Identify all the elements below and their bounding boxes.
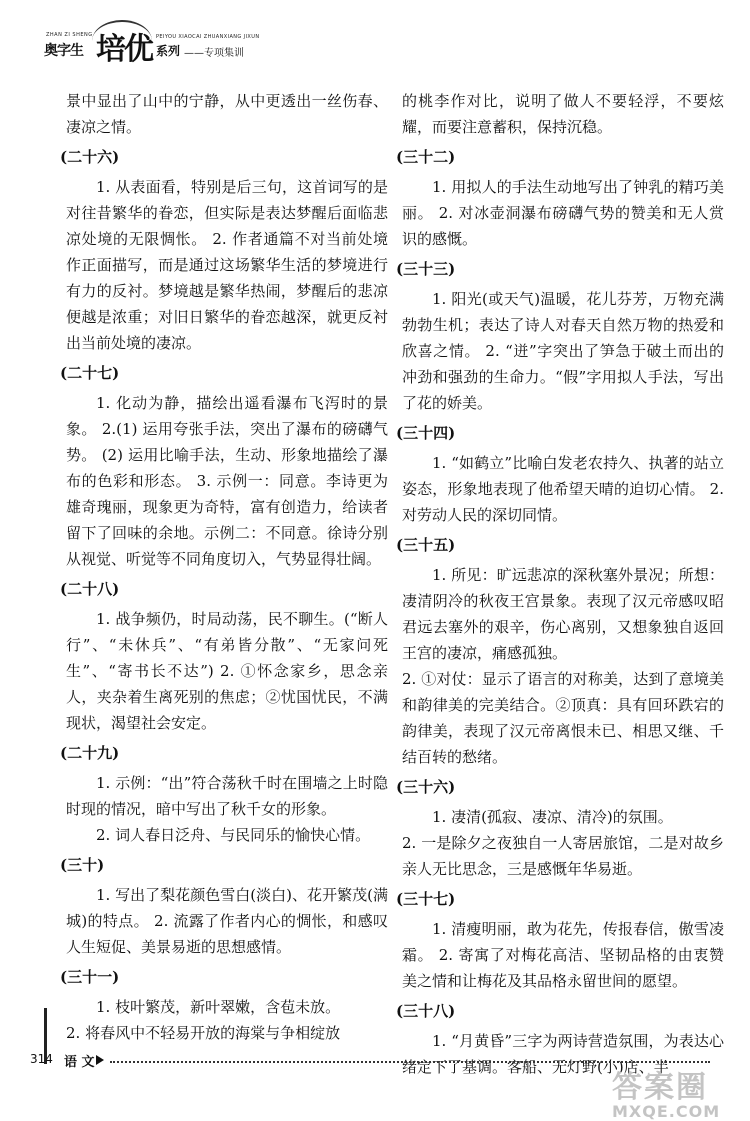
section-heading: (三十六) <box>396 778 456 796</box>
answer-paragraph: 1. 枝叶繁茂，新叶翠嫩，含苞未放。 <box>96 998 341 1016</box>
answer-paragraph: 1. 示例：“出”符合荡秋千时在围墙之上时隐时现的情况，暗中写出了秋千女的形象。 <box>66 774 388 818</box>
answer-paragraph: 1. 用拟人的手法生动地写出了钟乳的精巧美丽。 2. 对冰壶洞瀑布磅礴气势的赞美和无人赏识的感慨。 <box>402 178 724 248</box>
section-heading: (三十三) <box>396 260 456 278</box>
section-heading: (三十二) <box>396 148 456 166</box>
answer-paragraph: 2. 一是除夕之夜独自一人寄居旅馆，二是对故乡亲人无比思念，三是感慨年华易逝。 <box>402 834 724 878</box>
section-heading: (二十七) <box>60 364 120 382</box>
section-heading: (三十一) <box>60 968 120 986</box>
answer-paragraph: 的桃李作对比，说明了做人不要轻浮，不要炫耀，而要注意蓄积，保持沉稳。 <box>402 92 724 136</box>
watermark-cn: 答案圈 <box>612 1070 708 1105</box>
left-answer-column <box>60 88 388 1046</box>
right-answer-column <box>396 88 724 1080</box>
header-subtitle: ——专项集训 <box>184 48 244 59</box>
answer-paragraph: 2. ①对仗：显示了语言的对称美，达到了意境美和韵律美的完美结合。②顶真：具有回环跌宕的韵律美，表现了汉元帝离恨未已、相思又继、千结百转的愁绪。 <box>402 670 724 766</box>
answer-paragraph: 1. 清瘦明丽，敢为花先，传报春信，傲雪凌霜。 2. 寄寓了对梅花高洁、坚韧品格的由衷赞美之情和让梅花及其品格永留世间的愿望。 <box>402 920 724 990</box>
section-heading: (二十八) <box>60 580 120 598</box>
section-heading: (三十) <box>60 856 105 874</box>
book-header-logo <box>44 22 344 72</box>
watermark-logo <box>612 1062 720 1121</box>
section-heading: (三十七) <box>396 890 456 908</box>
answer-paragraph: 2. 词人春日泛舟、与民同乐的愉快心情。 <box>96 826 371 844</box>
answer-paragraph: 1. “如鹤立”比喻白发老农持久、执著的站立姿态，形象地表现了他希望天晴的迫切心情。 2. 对劳动人民的深切同情。 <box>402 454 724 524</box>
answer-paragraph: 1. 阳光(或天气)温暖，花儿芬芳，万物充满勃勃生机；表达了诗人对春天自然万物的热爱和欣喜之情。 2. “迸”字突出了笋急于破土而出的冲劲和强劲的生命力。“假”字用拟人手法，写出了花的娇美。 <box>402 290 724 412</box>
answer-paragraph: 1. 从表面看，特别是后三句，这首词写的是对往昔繁华的眷恋，但实际是表达梦醒后面临悲凉处境的无限惆怅。 2. 作者通篇不对当前处境作正面描写，而是通过这场繁华生活的梦境进行有力的反衬。梦境越是繁华热闹，梦醒后的悲凉便越是浓重；对旧日繁华的眷恋越深，就更反衬出当前处境的凄凉。 <box>66 178 388 352</box>
header-pinyin-right: PEIYOU XIAOCAI ZHUANXIANG JIXUN <box>156 34 260 40</box>
header-series: 系列 <box>156 44 181 58</box>
answer-paragraph: 1. 凄清(孤寂、凄凉、清冷)的氛围。 <box>432 808 673 826</box>
header-pinyin-left: ZHAN ZI SHENG <box>46 32 93 38</box>
answer-paragraph: 景中显出了山中的宁静，从中更透出一丝伤春、凄凉之情。 <box>66 92 388 136</box>
header-big-title: 培优 <box>96 32 152 67</box>
answer-paragraph: 1. 化动为静，描绘出遥看瀑布飞泻时的景象。 2.(1) 运用夸张手法，突出了瀑布的磅礴气势。 (2) 运用比喻手法，生动、形象地描绘了瀑布的色彩和形态。 3. 示例一：同意。李诗更为雄奇瑰丽，现象更为奇特，富有创造力，给读者留下了回味的余地。示例二：不同意。徐诗分别从视觉、听觉等不同角度切入，气势显得壮阔。 <box>66 394 388 568</box>
header-small-label: 奥字生 <box>44 43 83 59</box>
answer-paragraph: 1. 战争频仍，时局动荡，民不聊生。(“断人行”、“未休兵”、“有弟皆分散”、“无家问死生”、“寄书长不达”) 2. ①怀念家乡，思念亲人，夹杂着生离死别的焦虑；②忧国忧民，不满现状，渴望社会安定。 <box>66 610 388 732</box>
section-heading: (二十九) <box>60 744 120 762</box>
answer-paragraph: 1. 写出了梨花颜色雪白(淡白)、花开繁茂(满城)的特点。 2. 流露了作者内心的惆怅，和感叹人生短促、美景易逝的思想感情。 <box>66 886 388 956</box>
section-heading: (三十八) <box>396 1002 456 1020</box>
section-heading: (三十五) <box>396 536 456 554</box>
section-heading: (三十四) <box>396 424 456 442</box>
page-number: 314 <box>30 1052 53 1066</box>
section-heading: (二十六) <box>60 148 120 166</box>
triangle-arrow-icon <box>96 1055 104 1065</box>
answer-paragraph: 1. 所见：旷远悲凉的深秋塞外景况；所想：凄清阴冷的秋夜王宫景象。表现了汉元帝感叹昭君远去塞外的艰辛，伤心离别，又想象独自返回王宫的凄凉，痛感孤独。 <box>402 566 724 662</box>
subject-label: 语 文 <box>64 1055 95 1070</box>
answer-paragraph: 2. 将春风中不轻易开放的海棠与争相绽放 <box>66 1024 341 1042</box>
answer-paragraph: 1. “月黄昏”三字为两诗营造氛围，为表达心绪定下了基调。客船、无灯野(小)店、半 <box>402 1032 724 1076</box>
watermark-en: MXQE.COM <box>612 1102 721 1121</box>
